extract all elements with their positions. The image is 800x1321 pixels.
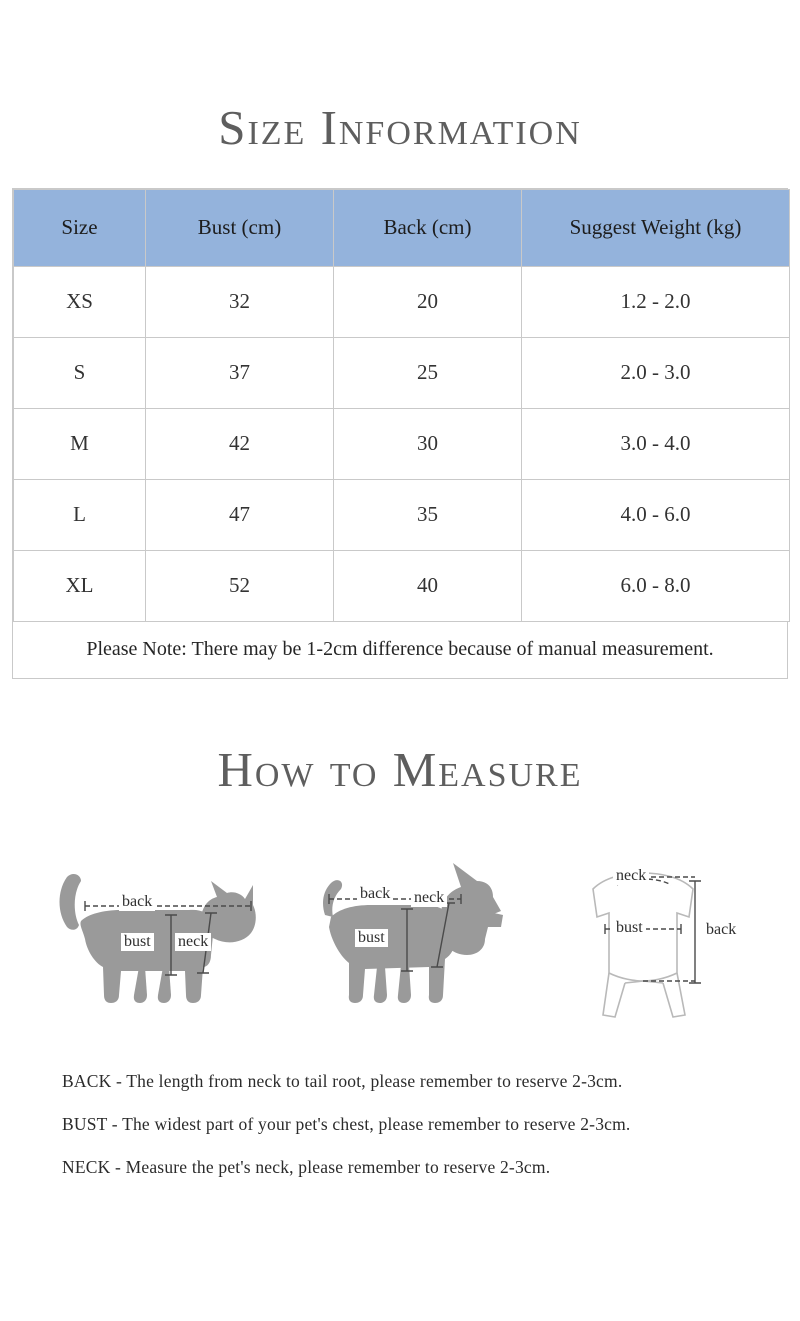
cell-bust: 32 <box>146 266 334 337</box>
measure-diagrams <box>0 845 800 1045</box>
cell-back: 20 <box>334 266 522 337</box>
size-table-container <box>12 188 788 622</box>
dog-silhouette-icon <box>295 855 505 1045</box>
column-header-size: Size <box>14 189 146 266</box>
cell-back: 30 <box>334 408 522 479</box>
page-title-how-to-measure: How to Measure <box>217 742 583 798</box>
legend-item-neck: NECK - Measure the pet's neck, please remember to reserve 2-3cm. <box>62 1157 551 1178</box>
legend-item-bust: BUST - The widest part of your pet's chest, please remember to reserve 2-3cm. <box>62 1114 631 1135</box>
size-table-body <box>14 266 790 621</box>
table-row <box>14 337 790 408</box>
column-header-bust: Bust (cm) <box>146 189 334 266</box>
size-table <box>13 189 790 622</box>
cell-back: 25 <box>334 337 522 408</box>
cell-bust: 42 <box>146 408 334 479</box>
page-title-size-information: Size Information <box>218 99 582 155</box>
cell-weight: 1.2 - 2.0 <box>522 266 790 337</box>
table-row <box>14 408 790 479</box>
cell-bust: 52 <box>146 550 334 621</box>
cat-silhouette-icon <box>51 855 261 1045</box>
table-row <box>14 550 790 621</box>
cell-size: XS <box>14 266 146 337</box>
cell-back: 40 <box>334 550 522 621</box>
cell-size: XL <box>14 550 146 621</box>
cat-diagram <box>51 855 261 1045</box>
cell-bust: 47 <box>146 479 334 550</box>
table-row <box>14 266 790 337</box>
measure-legend <box>0 1071 800 1178</box>
cell-bust: 37 <box>146 337 334 408</box>
legend-item-back: BACK - The length from neck to tail root, please remember to reserve 2-3cm. <box>62 1071 623 1092</box>
dog-diagram <box>295 855 505 1045</box>
garment-diagram <box>539 855 749 1045</box>
cell-size: S <box>14 337 146 408</box>
cell-size: M <box>14 408 146 479</box>
garment-label-neck: neck <box>613 867 649 885</box>
cat-label-back: back <box>119 893 155 911</box>
cat-label-neck: neck <box>175 933 211 951</box>
cell-back: 35 <box>334 479 522 550</box>
measurement-note: Please Note: There may be 1-2cm difference because of manual measurement. <box>12 622 788 679</box>
size-table-head <box>14 189 790 266</box>
dog-label-bust: bust <box>355 929 388 947</box>
dog-label-neck: neck <box>411 889 447 907</box>
size-information-page <box>0 33 800 1321</box>
column-header-weight: Suggest Weight (kg) <box>522 189 790 266</box>
garment-label-back: back <box>703 921 739 939</box>
column-header-back: Back (cm) <box>334 189 522 266</box>
dog-label-back: back <box>357 885 393 903</box>
table-row <box>14 479 790 550</box>
cell-weight: 4.0 - 6.0 <box>522 479 790 550</box>
cell-weight: 2.0 - 3.0 <box>522 337 790 408</box>
garment-label-bust: bust <box>613 919 646 937</box>
cell-size: L <box>14 479 146 550</box>
cell-weight: 6.0 - 8.0 <box>522 550 790 621</box>
cat-label-bust: bust <box>121 933 154 951</box>
table-header-row <box>14 189 790 266</box>
cell-weight: 3.0 - 4.0 <box>522 408 790 479</box>
